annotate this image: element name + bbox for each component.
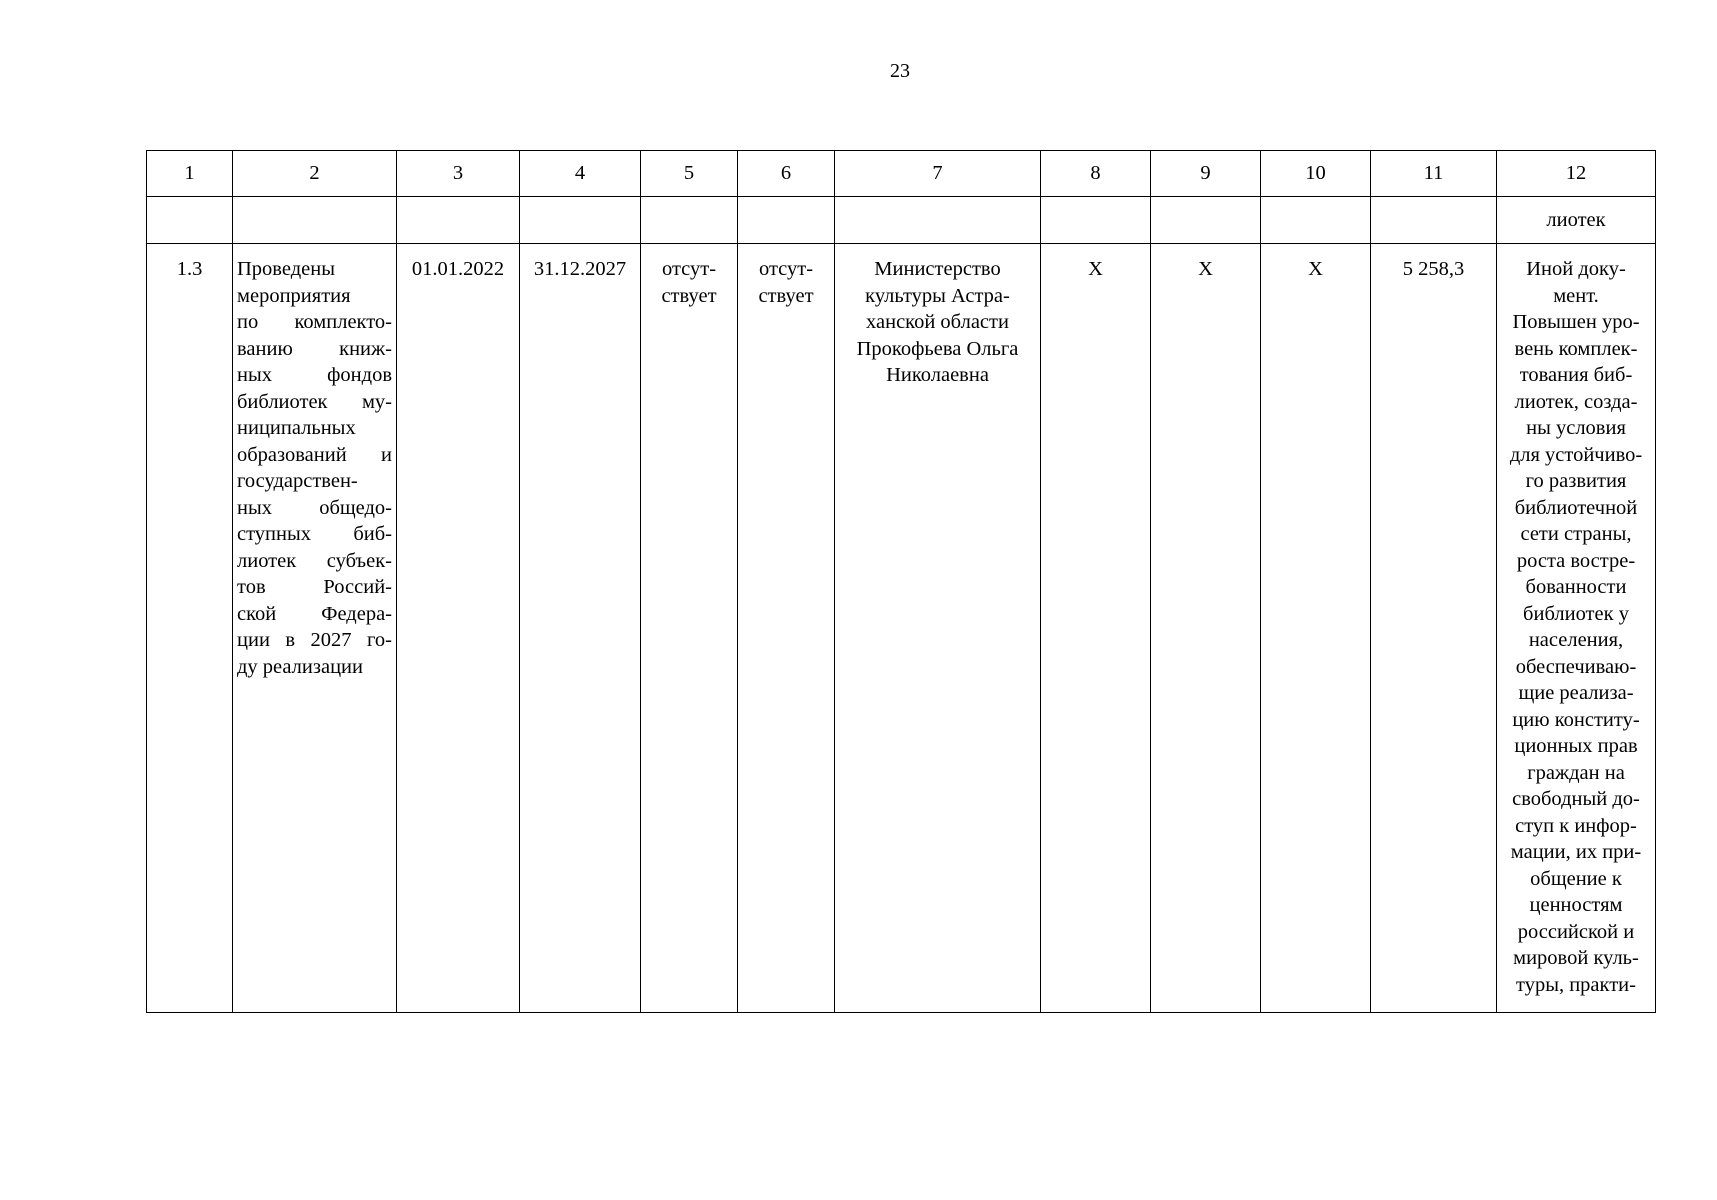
result-line: ценностям: [1529, 894, 1623, 916]
document-table: [146, 150, 1656, 1013]
responsible-line: ханской области: [866, 311, 1009, 333]
result-line: обеспечиваю-: [1515, 655, 1637, 678]
column-number-5: 5: [641, 151, 738, 197]
column-number-12: 12: [1497, 151, 1656, 197]
responsible-line: культуры Астра-: [865, 284, 1010, 307]
result-line: ционных прав: [1514, 735, 1638, 757]
result-line: населения,: [1528, 629, 1624, 651]
column-10-cell: X: [1261, 244, 1371, 1013]
continuation-cell-6: [738, 197, 835, 244]
description-cell: [233, 244, 397, 1013]
column-9-cell: X: [1151, 244, 1261, 1013]
responsible-line: Николаевна: [886, 364, 989, 386]
result-line: сети страны,: [1520, 523, 1632, 545]
result-line: туры, практи-: [1516, 973, 1636, 996]
continuation-cell-7: [835, 197, 1041, 244]
result-line: цию конститу-: [1512, 708, 1640, 731]
continuation-cell-11: [1371, 197, 1497, 244]
continuation-cell-10: [1261, 197, 1371, 244]
column-number-4: 4: [520, 151, 641, 197]
result-line: свободный до-: [1512, 788, 1640, 810]
continuation-cell-1: [147, 197, 233, 244]
result-line: вень комплек-: [1514, 337, 1638, 360]
responsible-cell: [835, 244, 1041, 1013]
description-line: ступных биб-: [237, 523, 392, 545]
column-5-cell: [641, 244, 738, 1013]
result-line: ны условия: [1526, 417, 1626, 439]
continuation-row: [147, 197, 1656, 244]
column-6-line: ствует: [758, 284, 814, 307]
end-date-cell: 31.12.2027: [520, 244, 641, 1013]
description-line: ных общедо-: [237, 496, 392, 519]
column-number-8: 8: [1041, 151, 1151, 197]
result-line: роста востре-: [1516, 549, 1636, 572]
continuation-cell-9: [1151, 197, 1261, 244]
result-line: ступ к инфор-: [1515, 814, 1637, 837]
result-line: российской и: [1517, 920, 1635, 943]
amount-cell: 5 258,3: [1371, 244, 1497, 1013]
description-line: ду реализации: [237, 655, 363, 678]
result-line: бованности: [1525, 576, 1627, 598]
description-line: мероприятия: [237, 284, 351, 307]
continuation-cell-5: [641, 197, 738, 244]
description-line: тов Россий-: [237, 576, 392, 598]
column-number-3: 3: [397, 151, 520, 197]
description-line: ции в 2027 го-: [237, 629, 392, 651]
column-number-row: [147, 151, 1656, 197]
continuation-cell-4: [520, 197, 641, 244]
column-6-line: отсут-: [758, 258, 814, 280]
description-line: лиотек субъек-: [237, 549, 392, 572]
description-line: Проведены: [237, 258, 335, 280]
continuation-cell-3: [397, 197, 520, 244]
result-line: библиотек у: [1523, 602, 1629, 625]
result-line: мент.: [1553, 284, 1599, 307]
column-number-11: 11: [1371, 151, 1497, 197]
result-line: мации, их при-: [1510, 841, 1642, 863]
description-line: государствен-: [237, 470, 358, 492]
description-line: ской Федера-: [237, 602, 392, 625]
result-line: для устойчиво-: [1509, 443, 1643, 466]
description-line: библиотек му-: [237, 390, 392, 413]
result-line: общение к: [1530, 867, 1622, 890]
responsible-line: Прокофьева Ольга: [856, 337, 1019, 360]
column-number-7: 7: [835, 151, 1041, 197]
column-6-cell: [738, 244, 835, 1013]
start-date-cell: 01.01.2022: [397, 244, 520, 1013]
result-line: Иной доку-: [1526, 258, 1626, 280]
column-number-6: 6: [738, 151, 835, 197]
column-number-1: 1: [147, 151, 233, 197]
description-line: ванию книж-: [237, 337, 392, 360]
continuation-cell-12: лиотек: [1497, 197, 1656, 244]
result-cell: [1497, 244, 1656, 1013]
column-number-9: 9: [1151, 151, 1261, 197]
column-5-line: ствует: [661, 284, 717, 307]
description-line: образований и: [237, 443, 392, 466]
result-line: тования биб-: [1519, 364, 1633, 386]
responsible-line: Министерство: [874, 258, 1001, 280]
row-number-cell: 1.3: [147, 244, 233, 1013]
continuation-cell-2: [233, 197, 397, 244]
description-line: по комплекто-: [237, 311, 392, 333]
column-8-cell: X: [1041, 244, 1151, 1013]
description-line: ниципальных: [237, 417, 356, 439]
column-number-10: 10: [1261, 151, 1371, 197]
page-number: 23: [890, 60, 910, 82]
result-line: Повышен уро-: [1512, 311, 1640, 333]
table-row: [147, 244, 1656, 1013]
column-5-line: отсут-: [661, 258, 717, 280]
result-line: лиотек, созда-: [1514, 390, 1638, 413]
result-line: го развития: [1525, 470, 1627, 492]
column-number-2: 2: [233, 151, 397, 197]
result-line: граждан на: [1527, 761, 1625, 784]
result-line: щие реализа-: [1518, 682, 1634, 704]
result-line: мировой куль-: [1513, 947, 1639, 969]
continuation-cell-8: [1041, 197, 1151, 244]
result-line: библиотечной: [1514, 496, 1638, 519]
description-line: ных фондов: [237, 364, 392, 386]
